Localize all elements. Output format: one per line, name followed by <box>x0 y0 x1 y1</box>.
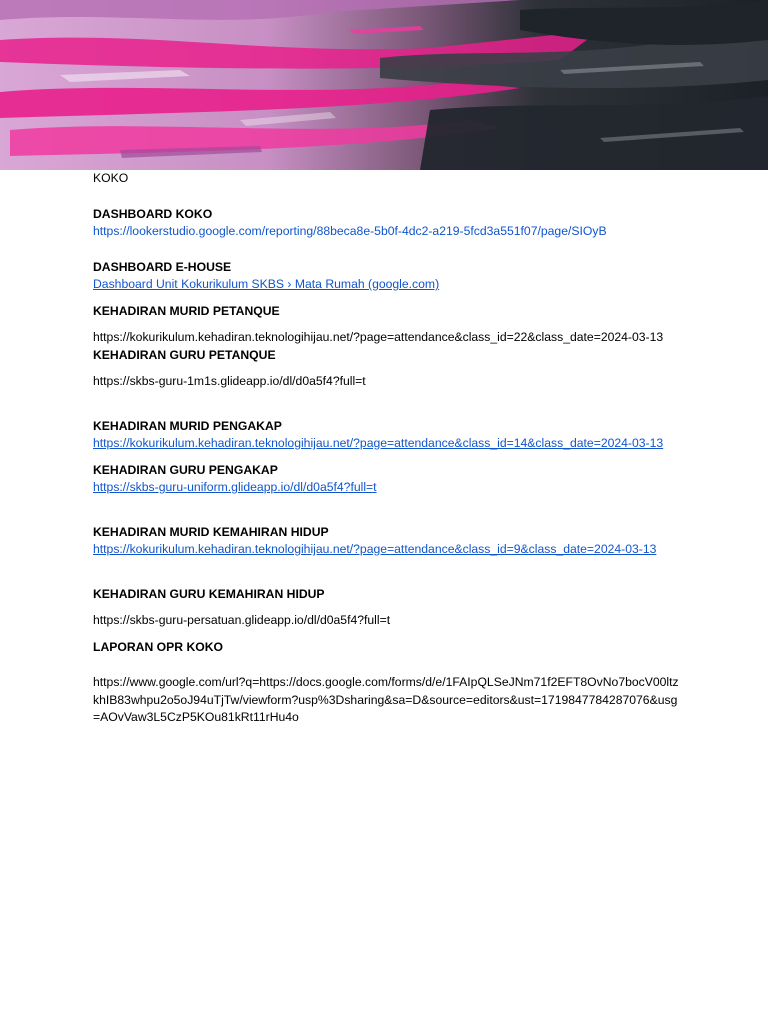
intro-text: KOKO <box>93 171 129 185</box>
heading-dashboard-ehouse: DASHBOARD E-HOUSE <box>93 259 232 274</box>
url-laporan-opr-koko: https://www.google.com/url?q=https://docs.google.com/forms/d/e/1FAIpQLSeJNm71f2EFT8OvNo7bocV00ltzkhIB83whpu2o5oJ94uTjTw/viewform?usp%3Dsharing&sa=D&source=editors&ust=1719847784287076&usg=AOvVaw3L5CzP5KOu81kRt11rHu4o <box>93 675 679 724</box>
heading-kehadiran-murid-pengakap: KEHADIRAN MURID PENGAKAP <box>93 418 282 433</box>
heading-kehadiran-guru-kemahiran-hidup: KEHADIRAN GURU KEMAHIRAN HIDUP <box>93 586 325 601</box>
heading-kehadiran-murid-kemahiran-hidup: KEHADIRAN MURID KEMAHIRAN HIDUP <box>93 524 329 539</box>
link-kehadiran-murid-kemahiran-hidup[interactable]: https://kokurikulum.kehadiran.teknologihijau.net/?page=attendance&class_id=9&class_date=2024-03-13 <box>93 542 657 556</box>
link-kehadiran-guru-pengakap[interactable]: https://skbs-guru-uniform.glideapp.io/dl/d0a5f4?full=t <box>93 480 377 494</box>
heading-laporan-opr-koko: LAPORAN OPR KOKO <box>93 639 224 654</box>
link-dashboard-koko[interactable]: https://lookerstudio.google.com/reporting/88beca8e-5b0f-4dc2-a219-5fcd3a551f07/page/SIOyB <box>93 224 607 238</box>
heading-kehadiran-guru-petanque: KEHADIRAN GURU PETANQUE <box>93 347 276 362</box>
document-body <box>93 170 679 727</box>
header-banner-image <box>0 0 768 170</box>
url-kehadiran-murid-petanque: https://kokurikulum.kehadiran.teknologihijau.net/?page=attendance&class_id=22&class_date=2024-03-13 <box>93 330 664 344</box>
url-kehadiran-guru-petanque: https://skbs-guru-1m1s.glideapp.io/dl/d0a5f4?full=t <box>93 374 366 388</box>
heading-kehadiran-guru-pengakap: KEHADIRAN GURU PENGAKAP <box>93 462 278 477</box>
link-kehadiran-murid-pengakap[interactable]: https://kokurikulum.kehadiran.teknologihijau.net/?page=attendance&class_id=14&class_date=2024-03-13 <box>93 436 664 450</box>
heading-dashboard-koko: DASHBOARD KOKO <box>93 206 213 221</box>
url-kehadiran-guru-kemahiran-hidup: https://skbs-guru-persatuan.glideapp.io/dl/d0a5f4?full=t <box>93 613 391 627</box>
heading-kehadiran-murid-petanque: KEHADIRAN MURID PETANQUE <box>93 303 280 318</box>
link-dashboard-ehouse[interactable]: Dashboard Unit Kokurikulum SKBS › Mata Rumah (google.com) <box>93 277 440 291</box>
